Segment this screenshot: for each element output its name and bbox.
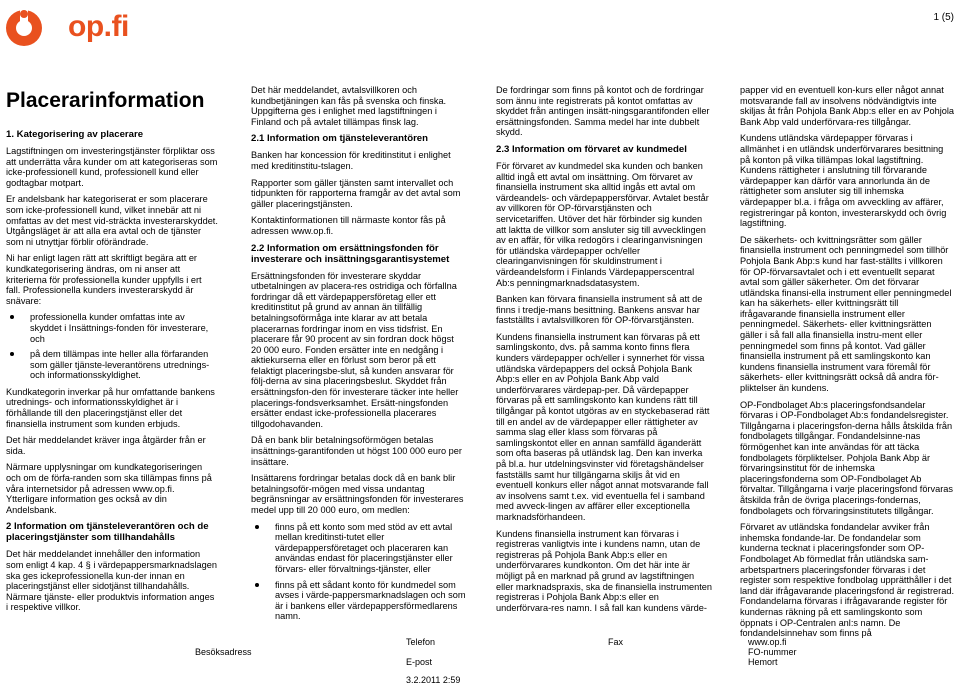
paragraph: Kundens finansiella instrument kan förvaras i registreras vanligtvis inte i kundens namn, utan de registreras på Pohjola Bank Abp:s eller en underförvarares kundkonton. Om det här inte är möjligt på en marknad på grund av lagstiftningen eller marknadspraxis, ska de finansiella instrumenten registreras i Pohjola Bank Abp:s eller en underförvara-res namn. I så fall kan kundens värde-: [496, 528, 713, 613]
footer-web: www.op.fi: [748, 637, 787, 647]
paragraph: För förvaret av kundmedel ska kunden och banken alltid ingå ett avtal om insättning. Om förvaret av finansiella instrument ska alltid ingås ett avtal om värdeandels- och värdepappersförvar. Avtalet består av villkoren för OP-förvarstjänsten och servicetariffen. Utöver det här förbinder sig kunden att laktta de villkor som ansluter sig till avvecklingen av en affär, för vilka redogörs i clearinganvisningen för utländska värdepapper och/eller clearinganvisningen för skuldinstrument i värdeandelsform i Finlands Värdepapperscentral Ab:s penningmarknadsdatasystem.: [496, 160, 709, 288]
page-footer: [0, 629, 960, 687]
paragraph: Ni har enligt lagen rätt att skriftligt begära att er kundkategorisering ändras, om ni anser att kriterierna för professionella kunder uppfylls i ert fall. Professionella kunders investerarskydd är snävare:: [6, 253, 202, 306]
paragraph: Insättarens fordringar betalas dock då en bank blir betalningsoför-mögen med vissa undantag begränsningar av ersättningsfonden för investerares medel upp till 20 000 euro, om medlen:: [251, 473, 464, 515]
section-heading-2-1: 2.1 Information om tjänsteleverantören: [251, 133, 428, 145]
footer-epost: E-post: [406, 657, 433, 667]
paragraph: Kundkategorin inverkar på hur omfattande bankens utrednings- och informationsskyldighet är i förhållande till den placeringstjänst eller det finansiella instrument som kunden erbjuds.: [6, 386, 215, 429]
paragraph: Kundens utländska värdepapper förvaras i allmänhet i en utländsk underförvarares besittning på konton på vilka tillämpas lokal lagstiftning. Kundens rättigheter i anslutning till förvarande värdepapper kan därför vara annorlunda än de rättigheter som ansluter sig till inhemska värdepapper bl.a. i fråga om avveckling av affärer, registreringar på konton, investerarskydd och övrig lagstiftning.: [740, 133, 947, 229]
paragraph: Banken har koncession för kreditinstitut i enlighet med kreditinstitu-tslagen.: [251, 150, 451, 171]
paragraph: Lagstiftningen om investeringstjänster förpliktar oss att underrätta våra kunder om att kategoriseras som icke-professionell kund, professionell kund eller godtagbar motpart.: [6, 146, 218, 188]
paragraph: papper vid en eventuell kon-kurs eller något annat motsvarande fall av insolvens nödvändigtvis inte skiljas åt från Pohjola Bank Abp:s eller en av Pohjola Bank Abp vald underförvara-res tillgångar.: [740, 85, 954, 127]
footer-hemort: Hemort: [748, 657, 778, 667]
paragraph: Rapporter som gäller tjänsten samt intervallet och tidpunkten för rapporterna framgår av det avtal som gäller placeringstjänsten.: [251, 177, 461, 209]
column-2: [251, 85, 466, 628]
section-heading-1: 1. Kategorisering av placerare: [6, 129, 144, 140]
section-heading-2-3: 2.3 Information om förvaret av kundmedel: [496, 143, 687, 155]
paragraph: Förvaret av utländska fondandelar avviker från inhemska fondande-lar. De fondandelar som kunderna tecknat i placeringsfonder som OP-Fondbolaget Ab förmedlat från utländska sam-arbetspartners placeringsfonder förvaras i det register som respektive fondbolag upprätthåller i det land där ifrågavarande placeringsfond är registrerad. Fondandelarna förvaras i ifrågavarande register för kundernas räkning på ett samlingskonto som öppnats i OP-Centralen anl:s namn. De fondandelsinnehav som finns på: [740, 522, 954, 639]
footer-besoksadress: Besöksadress: [195, 647, 252, 657]
list-item: professionella kunder omfattas inte av skyddet i Insättnings-fonden för investerare, och: [30, 312, 218, 344]
paragraph: De fordringar som finns på kontot och de fordringar som ännu inte registrerats på kontot omfattas av skyddet från antingen insätt-ningsgarantifonden eller ersättningsfonden. Samma medel har inte dubbelt skydd.: [496, 85, 710, 138]
paragraph: Närmare upplysningar om kundkategoriseringen och om de förfa-randen som ska tillämpas finns på våra internetsidor på adressen www.op.fi. Ytterligare information ges också av din Andelsbank.: [6, 462, 212, 515]
page-title: Placerarinformation: [6, 89, 205, 112]
paragraph: Banken kan förvara finansiella instrument så att de finns i tredje-mans besittning. Bankens ansvar har fastställts i avtalsvillkoren för OP-förvarstjänsten.: [496, 294, 703, 326]
paragraph: Det här meddelandet innehåller den information som enligt 4 kap. 4 § i värdepappersmarknadslagen ska ges ickeprofessionella kun-der innan en placeringstjänst eller sidotjänst tillhandahålls. Närmare tjänste- eller produktvis information anges i respektive villkor.: [6, 549, 217, 613]
column-3: [496, 85, 712, 619]
bullet-list: [251, 522, 466, 622]
footer-fo-nummer: FO-nummer: [748, 647, 797, 657]
section-heading-2: 2 Information om tjänsteleverantören och de placeringstjänster som tillhandahålls: [6, 521, 209, 544]
paragraph: Då en bank blir betalningsoförmögen betalas insättnings-garantifonden ut högst 100 000 euro per insättare.: [251, 435, 462, 467]
column-4: [740, 85, 954, 645]
paragraph: OP-Fondbolaget Ab:s placeringsfondsandelar förvaras i OP-Fondbolaget Ab:s fondandelsregister. Tillgångarna i placeringsfon-derna hålls åtskilda från fondbolagets tillgångar. Fondandelsinne-nas förmögenhet kan inte användas för att täcka fondbolagets förpliktelser. Pohjola Bank Abp är förvaringsinstitut för de inhemska placeringsfonderna som OP-Fondbolaget Ab förvaltar. Tillgångarna i varje placeringsfond förvaras åtskilda från de övriga placerings-fondernas, fondbolagets och förvaringsinstitutets tillgångar.: [740, 399, 953, 516]
logo-text: op.fi: [68, 10, 129, 43]
op-logo-icon: [2, 6, 64, 48]
paragraph: Kundens finansiella instrument kan förvaras på ett samlingskonto, dvs. på samma konto finns flera kunders värdepapper och/eller i synnerhet för vissa utländska värdepappers del också Pohjola Bank Abp:s eller en av Pohjola Bank Abp vald underförvarares värdepap-per. Då värdepapper förvaras på ett samlingskonto kan kundens rätt till tillgångar på kontot utgöras av en styckebaserad rätt till en andel av de värdepapper eller rättigheter av samma slag eller klass som förvaras på samlingskontot eller en annan samfälld äganderätt som ofta baseras på utländsk lag. Den kan inverka på bl.a. hur utdelningsvinster vid företagshändelser fastställs samt hur tillgängarna skiljs åt vid en eventuell konkurs eller något annat motsvarande fall av insolvens samt t.ex. vid eventuella fel i samband med avveck-lingen av affärer eller exceptionella marknadsförhandeen.: [496, 331, 710, 522]
op-logo: [0, 4, 129, 50]
paragraph: Det här meddelandet kräver inga åtgärder från er sida.: [6, 435, 206, 456]
footer-date: 3.2.2011 2:59: [406, 675, 461, 685]
page-number: 1 (5): [933, 12, 954, 23]
section-heading-2-2: 2.2 Information om ersättningsfonden för investerare och insättningsgarantisystemet: [251, 242, 450, 265]
footer-fax: Fax: [608, 637, 624, 647]
paragraph: Det här meddelandet, avtalsvillkoren och kundbetjäningen kan fås på svenska och finska. Uppgifterna ges i enlighet med lagstiftningen i Finland och på avtalet tillämpas finsk lag.: [251, 85, 447, 127]
paragraph: Er andelsbank har kategoriserat er som placerare som icke-professionell kund, vilket innebär att ni omfattas av det mest vid-sträckta investerarskyddet. Utgångsläget är att alla era avtal och de tjänster som ni utnyttjar förblir oförändrade.: [6, 194, 218, 247]
paragraph: Kontaktinformationen till närmaste kontor fås på adressen www.op.fi.: [251, 215, 446, 236]
list-item: finns på ett konto som med stöd av ett avtal mellan kreditinsti-tutet eller värdepappersföretaget och placeraren kan användas endast för placeringstjänster eller förvars- eller förvaltnings-tjänster, eller: [275, 522, 466, 575]
bullet-list: [6, 312, 218, 381]
list-item: finns på ett sådant konto för kundmedel som avses i värde-pappersmarknadslagen och som är i bankens eller värdepappersförmedlarens namn.: [275, 579, 466, 622]
paragraph: De säkerhets- och kvittningsrätter som gäller finansiella instrument och penningmedel som tillhör Pohjola Bank Abp:s kund har fast-ställts i villkoren för OP-förvarsavtalet och i ett eventuellt separat avtal som gäller säkerheter. Om det förvarar utländska finansi-ella instrument eller penningmedel kan ha säkerhets- eller kvittningsrätt till ifrågavarande finansiella instrument eller penningmedel. Säkerhets- eller kvittningsrätten gäller i så fall alla finansiella instru-ment eller penningmedel som finns på kontot. Vad gäller finansiella instrument på ett samlingskonto kan kundens finansiella instrument vara föremål för säkerhets- eller kvittningsrätt också då andra för-pliktelser än kundens.: [740, 234, 952, 394]
list-item: på dem tillämpas inte heller alla förfaranden som gäller tjänste-leverantörens utrednings- och informationsskyldighet.: [30, 349, 218, 381]
column-1: [6, 125, 218, 619]
paragraph: Ersättningsfonden för investerare skyddar utbetalningen av placera-res ostridiga och förfallna fordringar då ett värdepappersföretag eller ett kreditinstitut på grund av annan än tillfällig betalningsoförmåga inte klarar av att betala placerarnas fordringar inom en viss tidsfrist. En placerare får 90 procent av sin fordran dock högst 20 000 euro. Fonden ersätter inte en nedgång i aktiekurserna eller en förlust som beror på ett felaktigt placeringsbe-slut, så kunden ansvarar för följ-derna av sina placeringsbeslut. Skyddet från ersättningsfon-den för investerare täcker inte heller placerings-fondsverksamhet. Ersätt-ningsfonden ersätter endast icke-professionella placerares tillgodohavanden.: [251, 270, 459, 429]
footer-telefon: Telefon: [406, 637, 436, 647]
